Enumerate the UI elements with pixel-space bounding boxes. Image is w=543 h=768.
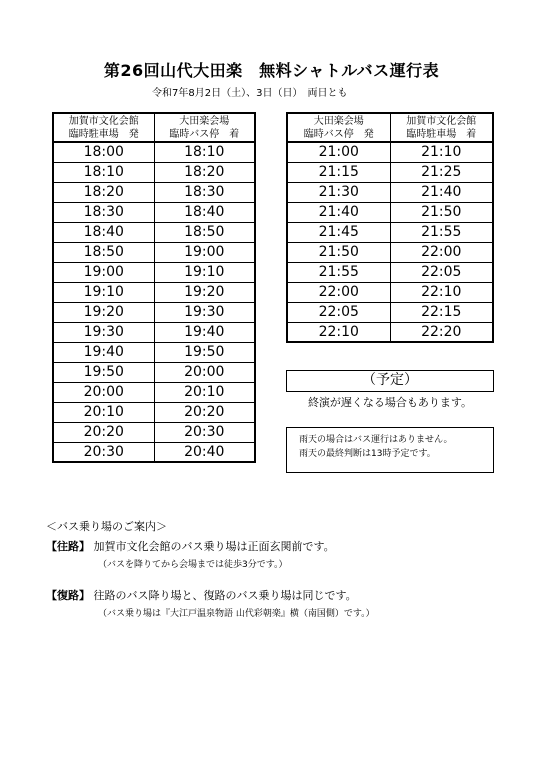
table-row — [53, 402, 255, 422]
arrive-time: 19:40 — [154, 322, 255, 342]
arrive-time: 20:40 — [154, 442, 255, 462]
depart-time: 21:50 — [287, 242, 390, 262]
return-sub-note: （バス乗り場は『大江戸温泉物語 山代彩朝楽』横（南国側）です。） — [98, 609, 375, 619]
rain-decision-note: 雨天の最終判断は13時予定です。 — [299, 449, 436, 459]
depart-time: 18:30 — [53, 202, 154, 222]
table-row — [287, 262, 493, 282]
depart-time: 19:40 — [53, 342, 154, 362]
arrive-time: 19:20 — [154, 282, 255, 302]
arrive-time: 22:10 — [390, 282, 493, 302]
table-row — [287, 282, 493, 302]
arrive-time: 21:40 — [390, 182, 493, 202]
header-arrive-dengaku-venue: 大田楽会場 臨時バス停 着 — [154, 113, 255, 142]
rain-notice-box — [286, 427, 494, 473]
depart-time: 21:00 — [287, 142, 390, 162]
table-row — [53, 142, 255, 162]
depart-time: 18:20 — [53, 182, 154, 202]
tentative-notice: （予定） — [286, 370, 494, 392]
depart-time: 21:45 — [287, 222, 390, 242]
arrive-time: 18:40 — [154, 202, 255, 222]
table-header-row — [287, 113, 493, 142]
depart-time: 18:50 — [53, 242, 154, 262]
arrive-time: 20:20 — [154, 402, 255, 422]
table-row — [53, 422, 255, 442]
arrive-time: 21:55 — [390, 222, 493, 242]
depart-time: 20:00 — [53, 382, 154, 402]
table-row — [53, 222, 255, 242]
depart-time: 21:30 — [287, 182, 390, 202]
depart-time: 21:55 — [287, 262, 390, 282]
table-row — [53, 182, 255, 202]
header-arrive-bunka-kaikan: 加賀市文化会館 臨時駐車場 着 — [390, 113, 493, 142]
arrive-time: 18:50 — [154, 222, 255, 242]
table-row — [53, 442, 255, 462]
outbound-guide — [46, 538, 335, 554]
table-row — [53, 262, 255, 282]
depart-time: 19:10 — [53, 282, 154, 302]
table-row — [287, 222, 493, 242]
outbound-label: 【往路】 — [46, 540, 90, 553]
return-text: 往路のバス降り場と、復路のバス乗り場は同じです。 — [93, 589, 357, 602]
depart-time: 20:10 — [53, 402, 154, 422]
depart-time: 18:00 — [53, 142, 154, 162]
arrive-time: 21:50 — [390, 202, 493, 222]
rain-cancel-note: 雨天の場合はバス運行はありません。 — [299, 435, 453, 445]
table-row — [287, 162, 493, 182]
table-row — [287, 202, 493, 222]
arrive-time: 21:25 — [390, 162, 493, 182]
header-depart-dengaku-venue: 大田楽会場 臨時バス停 発 — [287, 113, 390, 142]
event-dates: 令和7年8月2日（土）、3日（日） 両日とも — [152, 88, 348, 99]
arrive-time: 20:00 — [154, 362, 255, 382]
arrive-time: 19:00 — [154, 242, 255, 262]
table-row — [53, 282, 255, 302]
outbound-timetable — [52, 112, 256, 463]
depart-time: 19:50 — [53, 362, 154, 382]
return-label: 【復路】 — [46, 589, 90, 602]
table-row — [53, 302, 255, 322]
table-row — [53, 162, 255, 182]
page-title: 第26回山代大田楽 無料シャトルバス運行表 — [103, 61, 440, 80]
depart-time: 19:20 — [53, 302, 154, 322]
return-guide — [46, 587, 357, 603]
arrive-time: 22:00 — [390, 242, 493, 262]
outbound-text: 加賀市文化会館のバス乗り場は正面玄関前です。 — [93, 540, 335, 553]
table-row — [53, 202, 255, 222]
arrive-time: 19:10 — [154, 262, 255, 282]
table-row — [287, 182, 493, 202]
arrive-time: 18:20 — [154, 162, 255, 182]
arrive-time: 22:05 — [390, 262, 493, 282]
depart-time: 19:30 — [53, 322, 154, 342]
table-row — [287, 322, 493, 342]
arrive-time: 22:20 — [390, 322, 493, 342]
depart-time: 20:30 — [53, 442, 154, 462]
late-end-note: 終演が遅くなる場合もあります。 — [307, 396, 473, 409]
table-row — [287, 142, 493, 162]
return-timetable — [286, 112, 494, 343]
depart-time: 22:10 — [287, 322, 390, 342]
depart-time: 20:20 — [53, 422, 154, 442]
outbound-sub-note: （バスを降りてから会場までは徒歩3分です。） — [98, 560, 288, 570]
arrive-time: 20:30 — [154, 422, 255, 442]
depart-time: 21:15 — [287, 162, 390, 182]
arrive-time: 22:15 — [390, 302, 493, 322]
guide-heading: ＜バス乗り場のご案内＞ — [46, 520, 167, 533]
header-depart-bunka-kaikan: 加賀市文化会館 臨時駐車場 発 — [53, 113, 154, 142]
table-row — [53, 382, 255, 402]
table-row — [53, 342, 255, 362]
table-row — [53, 362, 255, 382]
table-row — [53, 242, 255, 262]
table-row — [53, 322, 255, 342]
depart-time: 18:40 — [53, 222, 154, 242]
depart-time: 22:00 — [287, 282, 390, 302]
arrive-time: 21:10 — [390, 142, 493, 162]
table-row — [287, 302, 493, 322]
table-row — [287, 242, 493, 262]
depart-time: 22:05 — [287, 302, 390, 322]
arrive-time: 19:30 — [154, 302, 255, 322]
depart-time: 19:00 — [53, 262, 154, 282]
arrive-time: 18:30 — [154, 182, 255, 202]
table-header-row — [53, 113, 255, 142]
arrive-time: 18:10 — [154, 142, 255, 162]
arrive-time: 19:50 — [154, 342, 255, 362]
arrive-time: 20:10 — [154, 382, 255, 402]
depart-time: 21:40 — [287, 202, 390, 222]
depart-time: 18:10 — [53, 162, 154, 182]
